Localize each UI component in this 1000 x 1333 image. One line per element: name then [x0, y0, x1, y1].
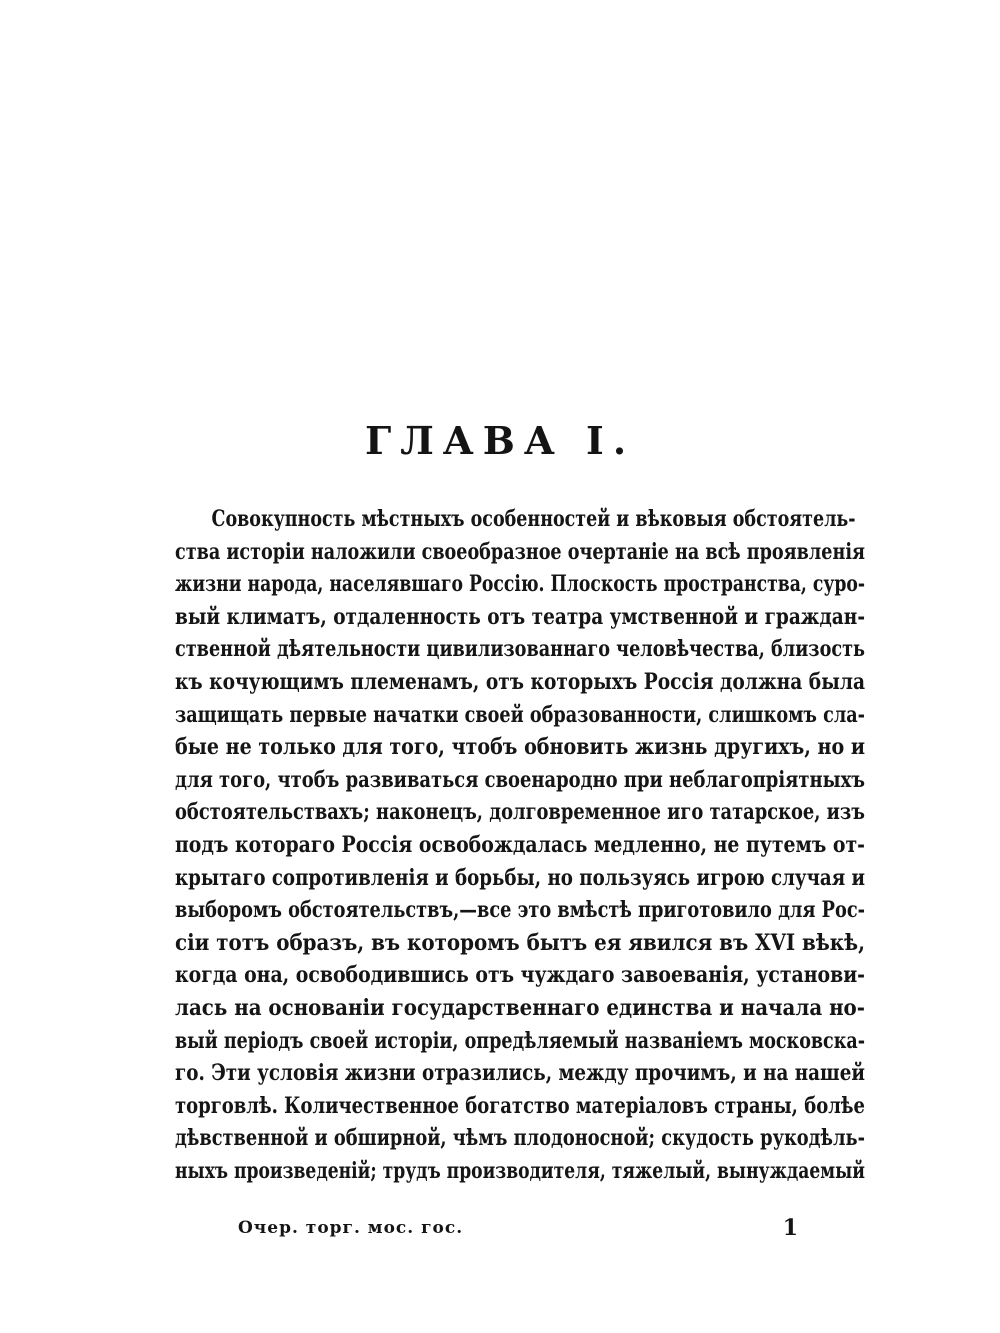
text-line: бые не только для того, чтобъ обновить жизнь другихъ, но и	[175, 734, 865, 761]
page-number: 1	[782, 1215, 798, 1241]
text-line: для того, чтобъ развиваться своенародно при неблагопріятныхъ	[175, 766, 865, 793]
text-line: крытаго сопротивленія и борьбы, но пользуясь игрою случая и	[175, 864, 865, 891]
text-line: когда она, освободившись отъ чуждаго завоеванія, установи-	[175, 962, 865, 989]
text-line: ныхъ произведеній; трудъ производителя, тяжелый, вынуждаемый	[175, 1157, 865, 1184]
text-line: вый климатъ, отдаленность отъ театра умственной и граждан-	[175, 603, 865, 630]
text-line: ства исторіи наложили своеобразное очертаніе на всѣ проявленія	[175, 538, 865, 565]
text-line: къ кочующимъ племенамъ, отъ которыхъ Россія должна была	[175, 668, 865, 695]
text-line: сіи тотъ образъ, въ которомъ бытъ ея явился въ XVI вѣкѣ,	[175, 929, 865, 956]
text-line: подъ котораго Россія освобождалась медленно, не путемъ от-	[175, 831, 865, 858]
text-line: жизни народа, населявшаго Россію. Плоскость пространства, суро-	[175, 571, 865, 598]
page-footer	[238, 1215, 808, 1248]
signature-mark: Очер. торг. мос. гос.	[238, 1218, 464, 1238]
text-line: ственной дѣятельности цивилизованнаго человѣчества, близость	[175, 636, 865, 663]
text-line: выборомъ обстоятельствъ,—все это вмѣстѣ приготовило для Рос-	[175, 897, 865, 924]
text-line: го. Эти условія жизни отразились, между прочимъ, и на нашей	[175, 1060, 865, 1087]
text-line: вый періодъ своей исторіи, опредѣляемый названіемъ московска-	[175, 1027, 865, 1054]
text-line: обстоятельствахъ; наконецъ, долговременное иго татарское, изъ	[175, 799, 865, 826]
chapter-title: ГЛАВА I.	[364, 418, 636, 463]
text-line: защищать первые начатки своей образованности, слишкомъ сла-	[175, 701, 865, 728]
text-line: дѣвственной и обширной, чѣмъ плодоносной; скудость рукодѣль-	[175, 1125, 865, 1152]
text-line: Совокупность мѣстныхъ особенностей и вѣковыя обстоятель-	[211, 506, 856, 532]
text-line: торговлѣ. Количественное богатство матеріаловъ страны, болѣе	[175, 1092, 865, 1119]
text-line: лась на основаніи государственнаго единства и начала но-	[175, 994, 865, 1021]
chapter-body-text	[175, 503, 865, 1187]
